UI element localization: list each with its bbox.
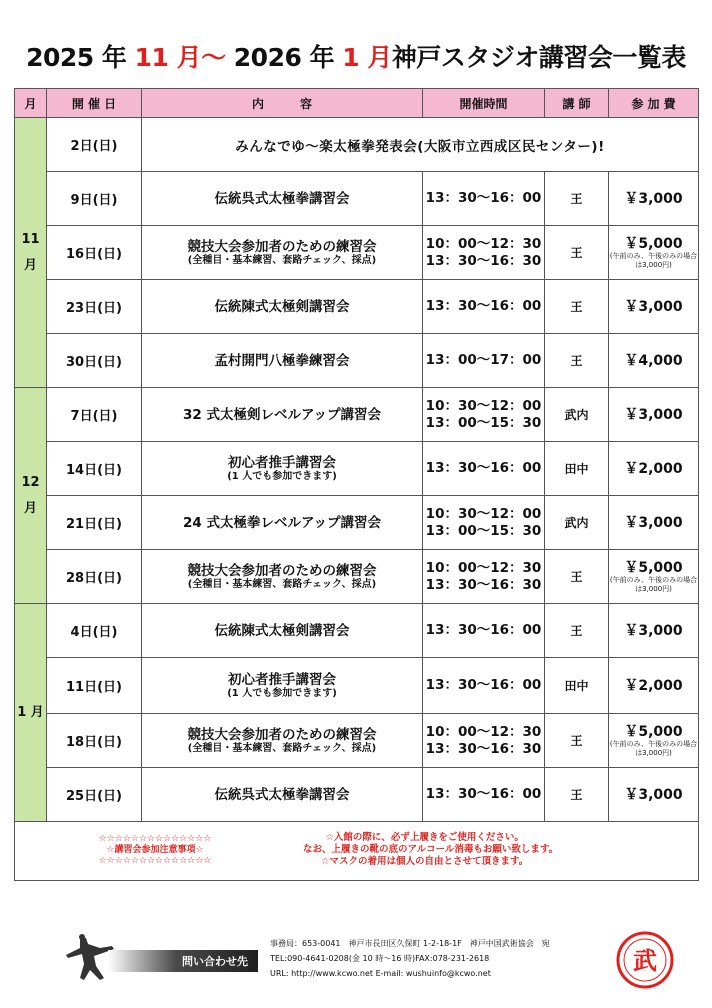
phone-fax: TEL:090-4641-0208(金 10 時〜16 時)FAX:078-231-2618 [270,954,490,963]
time-cell [423,388,545,442]
date-cell: 11日(日) [47,658,142,714]
month-cell-november [15,118,47,388]
content-title: 24 式太極拳レベルアップ講習会 [182,514,382,531]
time-cell [423,714,545,768]
fee-cell [609,388,699,442]
star-border-top: ☆☆☆☆☆☆☆☆☆☆☆☆☆☆ [98,834,212,844]
content-subtitle: (全種目・基本練習、套路チェック、採点) [187,578,377,590]
content-cell [142,714,423,768]
time-slot: 13：00〜15：30 [425,522,542,539]
contact-label: 問い合わせ先 [182,955,248,968]
time-cell [423,658,545,714]
month-label: 1 月 [17,704,44,720]
note-line: ☆マスクの着用は個人の自由とさせて頂きます。 [320,856,529,867]
content-title: 伝統呉式太極拳講習会 [214,786,350,803]
content-cell [142,496,423,550]
content-cell [142,658,423,714]
content-cell [142,604,423,658]
fee-note: (午前のみ、午後のみの場合は3,000円) [609,739,698,757]
table-row [15,280,699,334]
content-cell [142,442,423,496]
time-slot: 13：00〜15：30 [425,414,542,431]
content-title: 伝統呉式太極拳講習会 [214,190,350,207]
time-slot: 10：00〜12：30 [425,559,542,576]
fee-amount: ￥5,000 [624,235,683,252]
month-label: 11 月 [21,231,40,273]
date-cell: 18日(日) [47,714,142,768]
title-month-end: 1 月 [342,43,392,72]
fee-note: (午前のみ、午後のみの場合は3,000円) [609,251,698,269]
notes-row [15,822,699,881]
notes-list [291,832,558,868]
table-row [15,550,699,604]
table-row [15,768,699,822]
teacher-cell: 王 [545,550,609,604]
table-row [15,714,699,768]
content-subtitle: (全種目・基本練習、套路チェック、採点) [187,742,377,754]
fee-amount: ￥3,000 [624,514,683,531]
time-slot: 13：30〜16：00 [425,786,542,802]
teacher-cell: 王 [545,226,609,280]
date-cell: 23日(日) [47,280,142,334]
table-row [15,388,699,442]
time-cell [423,768,545,822]
notes-cell [15,822,699,881]
time-slot: 10：00〜12：30 [425,723,542,740]
teacher-cell: 王 [545,280,609,334]
header-time: 開催時間 [423,89,545,118]
fee-amount: ￥4,000 [624,352,683,369]
date-cell: 30日(日) [47,334,142,388]
table-row [15,604,699,658]
fee-amount: ￥3,000 [624,786,683,803]
office-address: 事務局：653-0041 神戸市長田区久保町 1-2-18-1F 神戸中国武術協会 宛 [270,939,550,948]
content-subtitle: (全種目・基本練習、套路チェック、採点) [187,254,377,266]
fee-cell [609,334,699,388]
contact-banner [108,950,258,972]
page-title [0,38,712,74]
teacher-cell: 王 [545,172,609,226]
table-row [15,442,699,496]
fee-amount: ￥3,000 [624,622,683,639]
fee-cell [609,550,699,604]
teacher-cell: 田中 [545,658,609,714]
content-cell [142,226,423,280]
fee-cell [609,714,699,768]
table-row [15,658,699,714]
time-slot: 10：00〜12：30 [425,235,542,252]
association-emblem-icon [615,930,675,990]
note-line: ☆入館の際に、必ず上履きをご使用ください。 [325,832,524,843]
time-slot: 13：30〜16：30 [425,252,542,269]
teacher-cell: 田中 [545,442,609,496]
footer [0,928,712,1008]
time-slot: 13：30〜16：00 [425,460,542,476]
fee-amount: ￥2,000 [624,677,683,694]
date-cell: 25日(日) [47,768,142,822]
time-cell [423,280,545,334]
header-content: 内 容 [142,89,423,118]
content-cell [142,172,423,226]
fee-cell [609,768,699,822]
time-cell [423,442,545,496]
time-cell [423,496,545,550]
table-row [15,334,699,388]
title-year-end: 2026 年 [225,43,343,72]
date-cell: 28日(日) [47,550,142,604]
fee-amount: ￥3,000 [624,298,683,315]
content-cell [142,388,423,442]
date-cell: 16日(日) [47,226,142,280]
date-cell: 9日(日) [47,172,142,226]
header-month: 月 [15,89,47,118]
schedule-table [14,88,699,881]
fee-amount: ￥3,000 [624,190,683,207]
teacher-cell: 武内 [545,388,609,442]
notes-heading [55,834,255,867]
time-slot: 13：00〜17：00 [425,352,542,368]
title-text: 神戸スタジオ講習会一覧表 [391,43,686,72]
content-subtitle: (1 人でも参加できます) [227,470,337,482]
fee-cell [609,658,699,714]
month-cell-december [15,388,47,604]
title-year-start: 2025 年 [26,43,135,72]
month-cell-january [15,604,47,822]
table-row [15,172,699,226]
content-cell [142,280,423,334]
note-line: なお、上履きの靴の底のアルコール消毒もお願い致します。 [303,844,559,855]
time-slot: 13：30〜16：00 [425,298,542,314]
content-title: 初心者推手講習会 [228,454,336,471]
title-month-start: 11 月〜 [134,43,226,72]
table-row [15,496,699,550]
date-cell: 4日(日) [47,604,142,658]
content-title: 伝統陳式太極剣講習会 [214,622,350,639]
time-slot: 13：30〜16：00 [425,622,542,638]
fee-cell [609,226,699,280]
content-title: 競技大会参加者のための練習会 [187,562,377,579]
content-title: 初心者推手講習会 [228,671,336,688]
content-cell [142,768,423,822]
content-cell [142,334,423,388]
fee-cell [609,172,699,226]
emblem-character: 武 [633,947,657,975]
header-date: 開 催 日 [47,89,142,118]
date-cell: 21日(日) [47,496,142,550]
date-cell: 14日(日) [47,442,142,496]
month-label: 12 月 [21,474,40,516]
date-cell: 7日(日) [47,388,142,442]
fee-amount: ￥5,000 [624,723,683,740]
notes-title: ☆講習会参加注意事項☆ [106,845,204,855]
header-row [15,89,699,118]
content-title: 孟村開門八極拳練習会 [214,352,350,369]
fee-amount: ￥3,000 [624,406,683,423]
contact-info [270,936,550,981]
fee-cell [609,442,699,496]
event-announcement: みんなでゆ〜楽太極拳発表会(大阪市立西成区民センター)! [142,118,699,172]
time-cell [423,604,545,658]
time-slot: 10：30〜12：00 [425,397,542,414]
time-slot: 13：30〜16：30 [425,740,542,757]
teacher-cell: 王 [545,768,609,822]
content-subtitle: (1 人でも参加できます) [227,687,337,699]
fee-cell [609,280,699,334]
time-cell [423,172,545,226]
table-row [15,118,699,172]
star-border-bottom: ☆☆☆☆☆☆☆☆☆☆☆☆☆☆ [98,856,212,866]
time-slot: 10：30〜12：00 [425,505,542,522]
time-slot: 13：30〜16：00 [425,190,542,206]
header-fee: 参 加 費 [609,89,699,118]
time-cell [423,550,545,604]
date-cell: 2日(日) [47,118,142,172]
time-cell [423,334,545,388]
fee-amount: ￥2,000 [624,460,683,477]
content-cell [142,550,423,604]
table-row [15,226,699,280]
fee-cell [609,496,699,550]
fee-amount: ￥5,000 [624,559,683,576]
time-slot: 13：30〜16：30 [425,576,542,593]
time-slot: 13：30〜16：00 [425,677,542,693]
content-title: 伝統陳式太極剣講習会 [214,298,350,315]
teacher-cell: 武内 [545,496,609,550]
web-email: URL: http://www.kcwo.net E-mail: wushuinfo@kcwo.net [270,969,491,978]
content-title: 32 式太極剣レベルアップ講習会 [182,406,382,423]
header-teacher: 講 師 [545,89,609,118]
content-title: 競技大会参加者のための練習会 [187,726,377,743]
content-title: 競技大会参加者のための練習会 [187,238,377,255]
teacher-cell: 王 [545,334,609,388]
fee-note: (午前のみ、午後のみの場合は3,000円) [609,575,698,593]
teacher-cell: 王 [545,714,609,768]
fee-cell [609,604,699,658]
time-cell [423,226,545,280]
teacher-cell: 王 [545,604,609,658]
